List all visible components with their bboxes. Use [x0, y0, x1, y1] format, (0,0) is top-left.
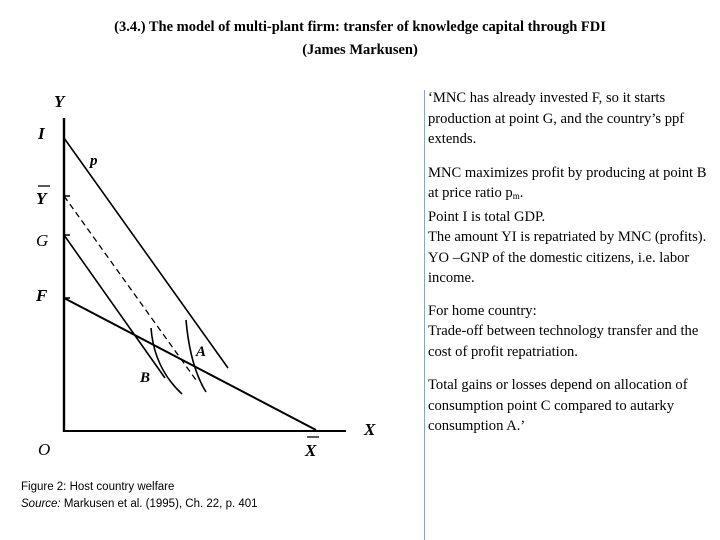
- paragraph-home-country: [428, 301, 713, 363]
- point-xbar-label: X: [305, 441, 317, 460]
- point-f-label: F: [36, 286, 48, 305]
- point-g-label: G: [36, 231, 49, 250]
- figure-caption: [21, 479, 351, 513]
- gdp-line: Point I is total GDP.: [428, 208, 546, 225]
- title-line-2: (James Markusen): [302, 42, 418, 58]
- home-country-line: For home country:: [428, 302, 537, 319]
- line-p-label: p: [90, 153, 98, 169]
- source-prefix: Source:: [21, 498, 61, 510]
- paragraph-profit: [428, 163, 713, 289]
- tradeoff-line: Trade-off between technology transfer and the cost of profit repatriation.: [428, 323, 699, 360]
- explanation-text: [428, 88, 713, 450]
- x-axis-label: X: [364, 420, 376, 439]
- ppf-original: [64, 298, 316, 430]
- point-b-label: B: [140, 370, 151, 386]
- vertical-divider: [424, 90, 425, 540]
- origin-label: O: [38, 440, 51, 459]
- point-i-label: I: [38, 124, 45, 143]
- source-text: Markusen et al. (1995), Ch. 22, p. 401: [63, 498, 258, 510]
- gnp-line: YO –GNP of the domestic citizens, i.e. labor income.: [428, 249, 690, 286]
- point-ybar-label: Y: [36, 189, 47, 208]
- paragraph-gains: Total gains or losses depend on allocation of consumption point C compared to autarky consumption A.’: [428, 377, 688, 434]
- y-axis-label: Y: [54, 92, 65, 111]
- profit-line-1: MNC maximizes profit by producing at point B at price ratio pm.: [428, 164, 707, 201]
- figure-title: Figure 2: Host country welfare: [21, 481, 175, 493]
- title-line-1: (3.4.) The model of multi-plant firm: transfer of knowledge capital through FDI: [114, 19, 606, 35]
- figure-source: [21, 496, 351, 513]
- price-line-p: [64, 138, 228, 368]
- paragraph-mnc-investment: ‘MNC has already invested F, so it starts production at point G, and the country’s ppf extends.: [428, 90, 685, 147]
- dashed-price-line: [64, 196, 196, 380]
- point-a-label: A: [196, 344, 207, 360]
- repatriation-line: The amount YI is repatriated by MNC (profits).: [428, 229, 707, 245]
